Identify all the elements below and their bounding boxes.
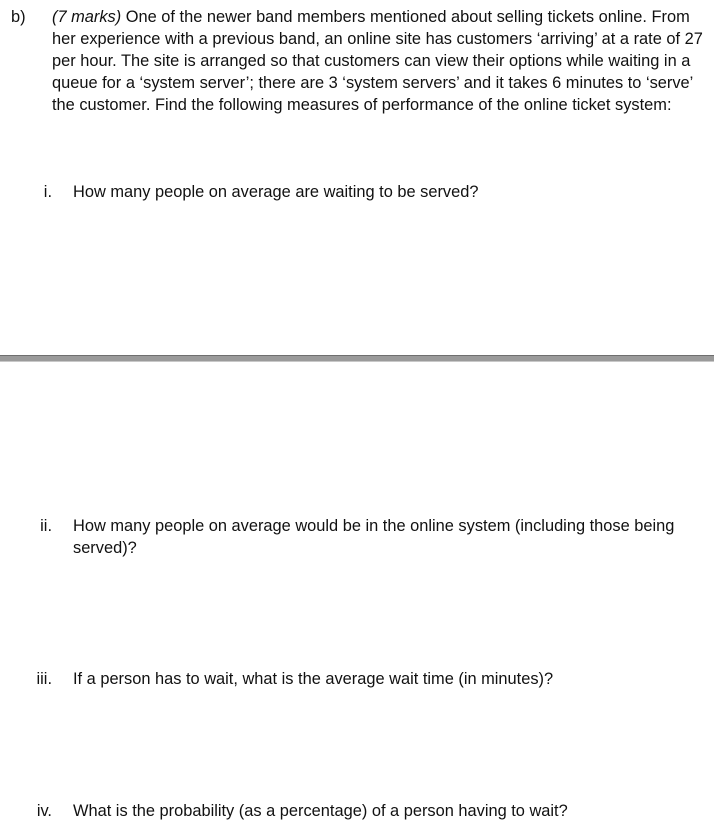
question-number-i: i.	[43, 183, 52, 201]
question-text-i: How many people on average are waiting to be served?	[73, 183, 479, 201]
question-number-iii: iii.	[36, 670, 52, 688]
marks-label: (7 marks)	[52, 8, 122, 26]
page-divider	[0, 355, 714, 362]
question-text-ii: How many people on average would be in the online system (including those being served)?	[73, 517, 675, 557]
question-text-iii: If a person has to wait, what is the average wait time (in minutes)?	[73, 670, 554, 688]
question-number-ii: ii.	[40, 517, 52, 535]
question-number-iv: iv.	[36, 802, 52, 820]
intro-text: One of the newer band members mentioned about selling tickets online. From her experience with a previous band, an online site has customers ‘arriving’ at a rate of 27 per hour. The site is arranged so that customers can view their options while waiting in a queue for a ‘system server’; there are 3 ‘system servers’ and it takes 6 minutes to ‘serve’ the customer. Find the following measures of performance of the online ticket system:	[52, 8, 703, 114]
question-text-iv: What is the probability (as a percentage) of a person having to wait?	[73, 802, 568, 820]
part-label: b)	[11, 8, 26, 26]
question-intro	[52, 6, 707, 116]
